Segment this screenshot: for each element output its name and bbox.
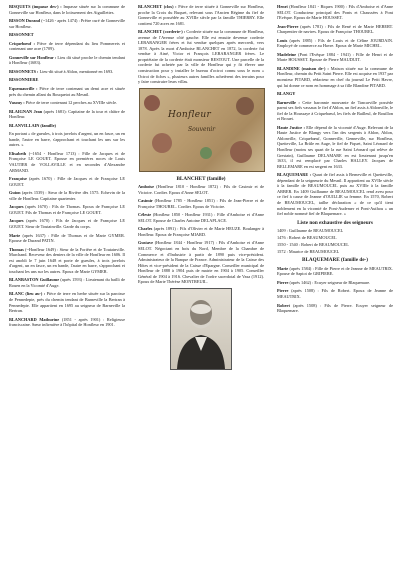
entry-text: (après 1508) : Fils de Pierre. Ecuyer seigneur de Blaquemare. [277,302,393,314]
dictionary-entry [9,123,125,129]
entry-headword: Casimir [138,198,153,204]
dictionary-entry [277,100,393,122]
portrait-photo-gustave-blanchet [170,288,232,370]
lord-list-item: 1409 : Guillaume de BEAUMOUCEL [277,228,344,233]
entry-text: Pièce de terre contenant 12 perches au XVIIIe siècle. [24,100,118,106]
entry-text: Pièce de terre en herbe située sur la paroisse de Pennedepie, près du chemin tendant de Barneville la Bertran à Pennedepie. Elle appartient en 1695 au seigneur de Barneville la Bertran. [9,291,125,314]
flower-decoration [236,97,254,115]
entry-headword: BLAIGNAN Jean [9,108,43,114]
dictionary-entry [138,184,264,195]
dictionary-entry [9,204,125,215]
entry-headword: Haute Justice : [277,124,305,130]
entry-headword: Françoise [9,176,27,182]
entry-text: Lieu-dit situé à Ablon, mentionné en 1693. [38,68,114,74]
dictionary-entry [9,100,125,106]
section-heading-lords-list: Liste non exhaustive des seigneurs [297,219,373,226]
honfleur-postcard-image [139,88,265,172]
entry-headword: Louis [277,37,288,43]
dictionary-entry [9,32,125,38]
entry-headword: BISSONNIERE [9,77,39,83]
section-heading-blaquemare-famille: BLAQUEMARE (famille de-) [302,257,368,264]
dictionary-entry [9,77,125,83]
column-middle-bottom-entries [138,184,264,285]
portrait-figure-icon [171,289,231,369]
column-right-top-entries [277,4,393,217]
dictionary-entry [138,212,264,223]
entry-headword: BLANCHET (clos) : [138,4,177,9]
entry-headword: BLANCHET (corderie-) : [138,29,186,35]
dictionary-entry [277,4,393,21]
dictionary-entry [138,4,264,26]
dictionary-entry [277,24,393,35]
dictionary-entry [277,280,393,286]
dictionary-entry [277,266,393,277]
dictionary-entry [9,86,125,97]
entry-headword: Barneville : [277,99,300,105]
entry-text: (~1426 - après 1474) : Prêtre curé de Gonneville sur Honfleur. [9,18,125,29]
entry-headword: Pierre [277,288,289,294]
column-left [9,4,125,331]
dictionary-entry [9,317,125,328]
entry-headword: Pierre [277,279,289,285]
dictionary-entry [9,41,125,52]
entry-text: (après 1681): Capitaine de la tour et châtre de Honfleur. [9,108,125,120]
entry-text: (~Honfleur 1649) : Sieur de la Foriêre et de Toutainville. Marchand. Receveur des deniers de la ville de Honfleur en 1606. Il est anobli le 7 juin 1648 et porte de gueules, à trois javelots d'argent, un en fasce, un en bande, l'autre en barre, s'approchant et touchant les uns sur les autres. Epoux de Marie GYMER. [9,246,125,274]
entry-headword: Elisabeth [9,150,27,156]
dictionary-entry [277,303,393,314]
entry-text: (après 1670) : Fils de Thomas. Epoux de Françoise LE GOUET. Fils de Thomas et de Françoise LE GOUET. [9,204,125,215]
entry-text: Maison située sur la commune de Honfleur, chemin du Petit Saint Pierre. Elle est acquise en 1937 par monsieur PITARD, rédacteur en chef du journal Le Petit Havre, qui lui donne ce nom en hommage à sa fille Blandine PITARD. [277,65,394,88]
section-heading-blanchet-famille: BLANCHET (famille) [176,175,226,182]
entry-headword: BLANVILLAIN (famille) [9,122,56,128]
entry-headword: BLANBASTON Guillaume [9,277,60,283]
column-middle [138,4,264,374]
lord-list-item: 1572 : Maurice de BEAUMOUCEL [277,248,340,254]
column-left-entries [9,4,125,328]
column-middle-top-entries [138,4,264,85]
entry-headword: Marie [9,232,21,238]
entry-headword: Equemauville : [9,86,38,92]
entry-text: (après 1781) : Fils de René et de Marie HEBERT. Charpentier de navires. Epoux de Françoise THOUREL. [277,23,393,35]
dictionary-entry [277,52,393,63]
dictionary-entry [277,91,393,97]
entry-text: (après 1891) : Fils d'Olivier et de Marie HEUZE. Boulanger à Honfleur. Epoux de Françoise MIARD. [138,226,264,237]
lord-list-item: 1550 - 1540 : Robert de BEAUMOUCEL [277,241,349,247]
dictionary-entry [9,69,125,75]
entry-text: (après 1584) : Fille de Pierre et de Jeanne de MEAUTRIX. Epouse de Sapiot de GRIPIERE. [277,265,393,277]
dictionary-entry [9,131,125,148]
entry-headword: BLANC (lieu au-) : [9,291,46,297]
entry-text: (Honfleur 1850 - Honfleur 1931) : Fille d'Amboise et d'Anne SELOT. Epouse de Charles Antoine DELAPLACE. [138,212,264,223]
flower-decoration [230,141,252,163]
entry-text: En portant « de gueules, à trois javelots d'argent, un en fasce, un en bande, l'autre en barre, s'approchant et touchant les uns sur les autres. » [9,131,125,148]
entry-text: (après 1508) : Fils de Robert. Epoux de Jeanne de MEAUTRIX. [277,288,393,299]
entry-headword: Guion [9,190,21,196]
dictionary-entry [9,109,125,120]
entry-headword: Jacques [9,204,24,210]
entry-text: (après 1462) : Ecuyer seigneur de Blaquemare. [288,279,371,285]
dictionary-entry [138,29,264,84]
entry-headword: Marie [277,265,289,271]
postcard-subtitle-text: Souvenir [188,125,216,133]
dictionary-entry [138,240,264,284]
entry-text: (après 1637) : Fille de Thomas et de Marie GYMER. Epouse de Durand PATIN. [9,232,125,244]
entry-headword: Criquebœuf : [9,40,35,46]
dictionary-entry [138,198,264,209]
entry-headword: BLAQUEMARE : [277,172,312,178]
dictionary-entry [277,66,393,88]
entry-headword: Jean-Pierre [277,23,299,29]
entry-text: (après 1885) : Fils de Louis et de Céline JOURDAIN. Employé de commerce au Havre. Epoux de Marie MICHEL. [277,37,393,49]
entry-text: (après 1593) : Lieutenant du bailli de Rouen en la Vicomté d'Auge. [9,277,125,288]
entry-text: (~1654 - Honfleur 1713) : Fille de Jacques et de Françoise LE GOUET. Epouse en premières noces de Louis VAUTIER de VOLLAVILLE et en secondes d'Alexandre ARMAND. [9,150,125,173]
entry-text: (après 1670) : Fils de Jacques et de Françoise LE GOUET. Sieur de Toutainville. Garde du corps. [9,218,125,229]
dictionary-entry [9,151,125,173]
dictionary-entry [277,125,393,169]
entry-headword: BISQUETS (impasse des-) : [9,4,62,9]
entry-text: (après 1539) : Sieur de la Rivière dès 1575. Echevin de la ville de Honfleur. Capitaine quartenier. [9,190,125,201]
entry-headword: Gustave [138,240,154,246]
entry-headword: Charles [138,226,153,232]
dictionary-entry [9,277,125,288]
entry-text: (Honfleur 1810 - Honfleur 1872) : Fils de Casimir et de Victoire. Cordier. Epoux d'Anne SELOT. [138,184,264,195]
entry-text: (après 1670) : Fille de Jacques et de Françoise LE GOUET. [9,176,125,187]
flower-decoration [144,95,160,111]
entry-headword: Céleste [138,212,152,218]
entry-text: Lieu dit situé proche le chemin tendant à Honfleur (1683). [9,54,125,66]
dictionary-entry [277,38,393,49]
dictionary-entry [9,4,125,15]
dictionary-entry [9,233,125,244]
entry-headword: BLANGY [277,91,296,97]
entry-headword: Gonneville sur Honfleur : [9,54,57,60]
lords-list [277,228,393,254]
entry-text: (1851 - après 1901) : Religieuse franciscaine. Sœur infirmière à l'hôpital de Honfleur en 1901. [9,316,125,328]
entry-text: Corderie située sur la commune de Honfleur, avenue de l'Avenue côté gauche. Elle est ensuite devenue corderie LEBARANGER frères et fut vendue quelques après mercredi, vers 1878. Après la mort d'Amboise BLANCHET en 1872, la corderie fut vendue à Ainé, Victor et François LEBARANGER frères. Le propriétaire de la corderie était monsieur RESTOUT. Une parcelle de la corderie fut achetée par la ville de Honfleur qui y fit élever une construction pour y installer le bureau d'octroi connu sous le nom « Octroi de fiches », plusieurs autres familles achetèrent des terrains pour y faire construire leurs villas. [138,29,265,85]
entry-text: (Honfleur 1785 - Honfleur 1851) : Fils de Jean-Pierre et de Françoise THOUREL. Cordier. Epoux de Victoire. [138,198,264,209]
entry-headword: Vasouy : [9,100,25,106]
dictionary-entry [9,218,125,229]
column-right [277,4,393,317]
entry-text: Elle dépend de la vicomté d'Auge. Relevant de la Haute Justice de Blangy vers l'an des sergents à Ablon, Ablon, Ablonville, Criquebœuf, Gonneville, Genneville, sur Honfleur, Quetteville, La Brûle en Auge, le fief de Fiquet, Saint Léonard de Honfleur (moins ses quart de la rue Saint Léonard qui relève de Grestain), Guillaume DELAMARE en est lieutenant jusqu'en 1633, il est remplacé par Charles HALLEY. Jacques de BELLEMARE en est sergent en 1633. [277,124,393,169]
entry-headword: BLANDINE (maison de-) : [277,65,329,71]
entry-text: (Honfleur 1841 - Biquex 1900) : Fils d'Amboise et d'Anne SELOT. Conducteur principal des Ponts et Chaussées à Pont l'Evêque. Epoux de Marie HOUSSET. [277,4,393,21]
entry-headword: Robert [277,302,290,308]
entry-headword: BLANCHARD Mathurine [9,316,60,322]
dictionary-entry [277,288,393,299]
dictionary-entry [138,226,264,237]
dictionary-entry [9,190,125,201]
entry-text: Impasse située sur la commune de Gonneville sur Honfleur, dans le lotissement des Aiguillettes. [9,4,125,15]
dictionary-entry [9,291,125,313]
entry-text: Pièce de terre située à Gonneville sur Honfleur, proche la Croix du Buquet, relevant sous l'Ancien Régime du fief de Gonneville et possédée au XVIIIe siècle par la famille THIERRY. Elle contient 720 acres en 1681. [138,4,264,26]
entry-text: Pièce de terre dépendant du lieu Pommerets et contenant une acre (1709). [9,40,125,52]
entry-text: Cette baronnie mouvante de Tancarville possède parmi ses fiefs vassaux le fief d'Ablon, un fief assis à Ablonville, le fief de la Houssaye à Criquebœuf, les fiefs de Bailleul, de Bouillon et Brouet. [277,99,393,122]
dictionary-entry [277,172,393,216]
entry-headword: Jacques [9,218,24,224]
entry-headword: Henri [277,4,288,9]
dictionary-entry [9,247,125,275]
dictionary-entry [9,55,125,66]
entry-headword: Madeleine [277,51,297,57]
entry-headword: BISSON Durand [9,18,41,24]
entry-headword: BISSONNETS : [9,68,39,74]
entry-text: Pièce de terre contenant un demi acre et située près du chemin allant du Bouquetot au Mesnil. [9,86,125,97]
postcard-script-text: Honfleur [168,109,212,120]
leaf-decoration [200,147,212,159]
lord-list-item: 1476 : Robert de BEAUMOUCEL [277,234,337,240]
flower-decoration [152,133,172,153]
entry-text: (Pont l'Evêque 1884 - 1941) : Fille de Henri et de Marie HOUSSET. Epouse de Pierre MAUDUIT. [277,51,393,63]
entry-headword: BISSONNET [9,32,34,38]
dictionary-entry [9,176,125,187]
column-right-bottom-entries [277,266,393,314]
entry-headword: Amboise [138,184,154,190]
entry-text: (Honfleur 1844 - Honfleur 1917) : Fils d'Amboise et d'Anne SELOT. Négociant en bois du Nord, Membre de la Chambre de Commerce et d'Industrie à partir de 1890 puis vice-président. Administrateur de la Banque de France. Administrateur de la Caisse des Hôtes et vice-président de la Caisse d'Epargne. Conseiller municipal de Honfleur de 1888 à 1904 puis de mairie en 1904 à 1905. Conseiller Général de 1904 à 1916. Chevalier de l'ordre sacerdotal de Vasa (1912). Epoux de Marie Thérèse MONTREUIL. [138,240,264,285]
dictionary-entry [9,18,125,29]
entry-headword: Thomas [9,246,24,252]
entry-text: Quart de fief assis à Berneville et Quetteville, dépendant de la seigneurie du Mesnil. Il appartient au XVIIe siècle à la famille de BEAUMOUCEL puis au XVIIIe à la famille ARBER. En 1409 Guillaume de BEAUMOUCEL rend aveu pour ce fief à cause de Jeanne d'OUILLIE sa femme. En 1570, Robert de BEAUMOUCEL, tailhe déclaration « de ce qu'il tient noblement en la vicomté de Pont-Audemer et Pont-Authou » un fief noble nommé fief de Blaquemare. » [277,172,393,217]
